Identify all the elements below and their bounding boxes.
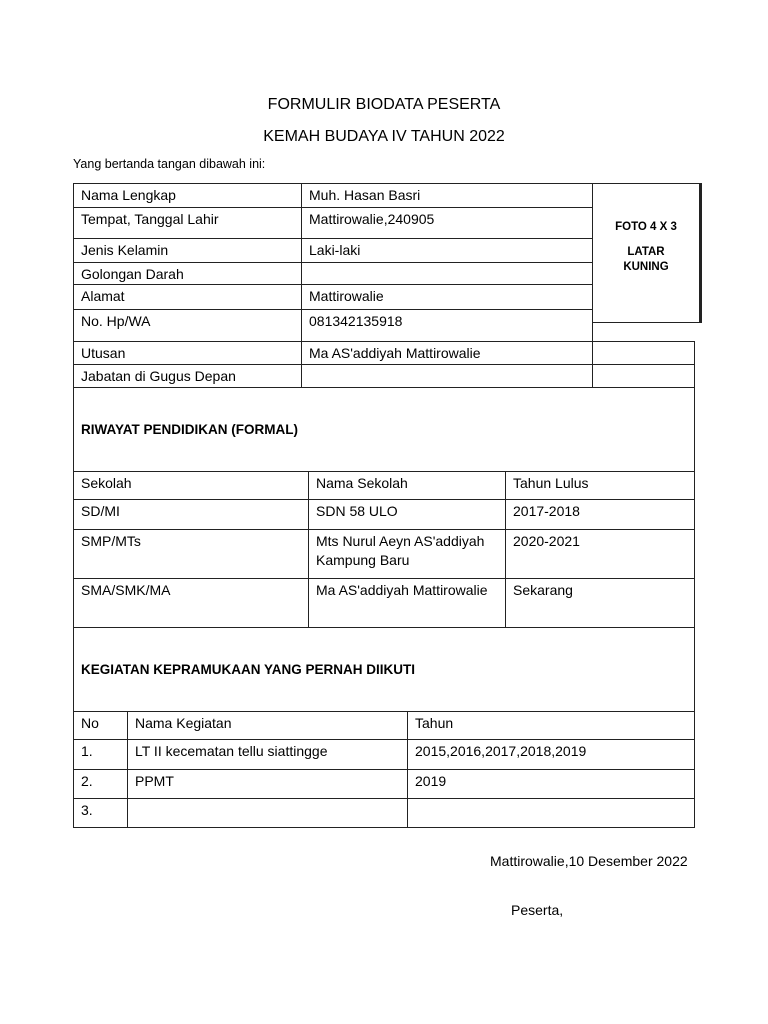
column-header: Tahun xyxy=(407,711,695,740)
biodata-value: Muh. Hasan Basri xyxy=(301,183,593,208)
photo-box xyxy=(592,183,700,323)
column-header: Nama Sekolah xyxy=(308,471,506,500)
biodata-value: Ma AS'addiyah Mattirowalie xyxy=(301,341,593,365)
table-cell: 2020-2021 xyxy=(505,529,695,579)
column-header: Sekolah xyxy=(73,471,309,500)
table-cell: Sekarang xyxy=(505,578,695,628)
form-title: FORMULIR BIODATA PESERTA xyxy=(267,96,501,113)
table-cell: 2015,2016,2017,2018,2019 xyxy=(407,739,695,770)
table-cell: 1. xyxy=(73,739,128,770)
section-heading-kegiatan xyxy=(73,627,695,712)
table-cell: SDN 58 ULO xyxy=(308,499,506,530)
empty-cell xyxy=(592,364,695,388)
table-cell: Mts Nurul Aeyn AS'addiyah Kampung Baru xyxy=(308,529,506,579)
signature-place-date: Mattirowalie,10 Desember 2022 xyxy=(490,853,688,869)
table-cell xyxy=(407,798,695,828)
biodata-label: Alamat xyxy=(73,284,302,310)
biodata-value xyxy=(301,262,593,285)
signature-role: Peserta, xyxy=(511,902,564,918)
biodata-label: Utusan xyxy=(73,341,302,365)
biodata-label: Nama Lengkap xyxy=(73,183,302,208)
table-cell: PPMT xyxy=(127,769,408,799)
biodata-value: 081342135918 xyxy=(301,309,593,342)
column-header: Tahun Lulus xyxy=(505,471,695,500)
table-cell: SD/MI xyxy=(73,499,309,530)
table-cell: 2. xyxy=(73,769,128,799)
photo-background-label: LATAR xyxy=(627,246,665,258)
table-cell: SMA/SMK/MA xyxy=(73,578,309,628)
form-subtitle: KEMAH BUDAYA IV TAHUN 2022 xyxy=(263,128,505,145)
section-heading-text: RIWAYAT PENDIDIKAN (FORMAL) xyxy=(81,422,299,437)
column-header: No xyxy=(73,711,128,740)
biodata-label: Jabatan di Gugus Depan xyxy=(73,364,302,388)
column-header: Nama Kegiatan xyxy=(127,711,408,740)
table-cell: Ma AS'addiyah Mattirowalie xyxy=(308,578,506,628)
intro-text: Yang bertanda tangan dibawah ini: xyxy=(73,157,266,171)
table-cell: 3. xyxy=(73,798,128,828)
table-cell: 2019 xyxy=(407,769,695,799)
biodata-label: No. Hp/WA xyxy=(73,309,302,342)
table-cell xyxy=(127,798,408,828)
biodata-label: Tempat, Tanggal Lahir xyxy=(73,207,302,239)
section-heading-text: KEGIATAN KEPRAMUKAAN YANG PERNAH DIIKUTI xyxy=(81,662,416,677)
biodata-value: Mattirowalie xyxy=(301,284,593,310)
biodata-value: Laki-laki xyxy=(301,238,593,263)
table-cell: SMP/MTs xyxy=(73,529,309,579)
table-cell: 2017-2018 xyxy=(505,499,695,530)
biodata-label: Golongan Darah xyxy=(73,262,302,285)
biodata-value: Mattirowalie,240905 xyxy=(301,207,593,239)
empty-cell xyxy=(592,341,695,365)
biodata-value xyxy=(301,364,593,388)
photo-size-label: FOTO 4 X 3 xyxy=(615,221,677,233)
table-cell: LT II kecematan tellu siattingge xyxy=(127,739,408,770)
section-heading-pendidikan xyxy=(73,387,695,472)
biodata-label: Jenis Kelamin xyxy=(73,238,302,263)
photo-background-color: KUNING xyxy=(623,261,669,273)
